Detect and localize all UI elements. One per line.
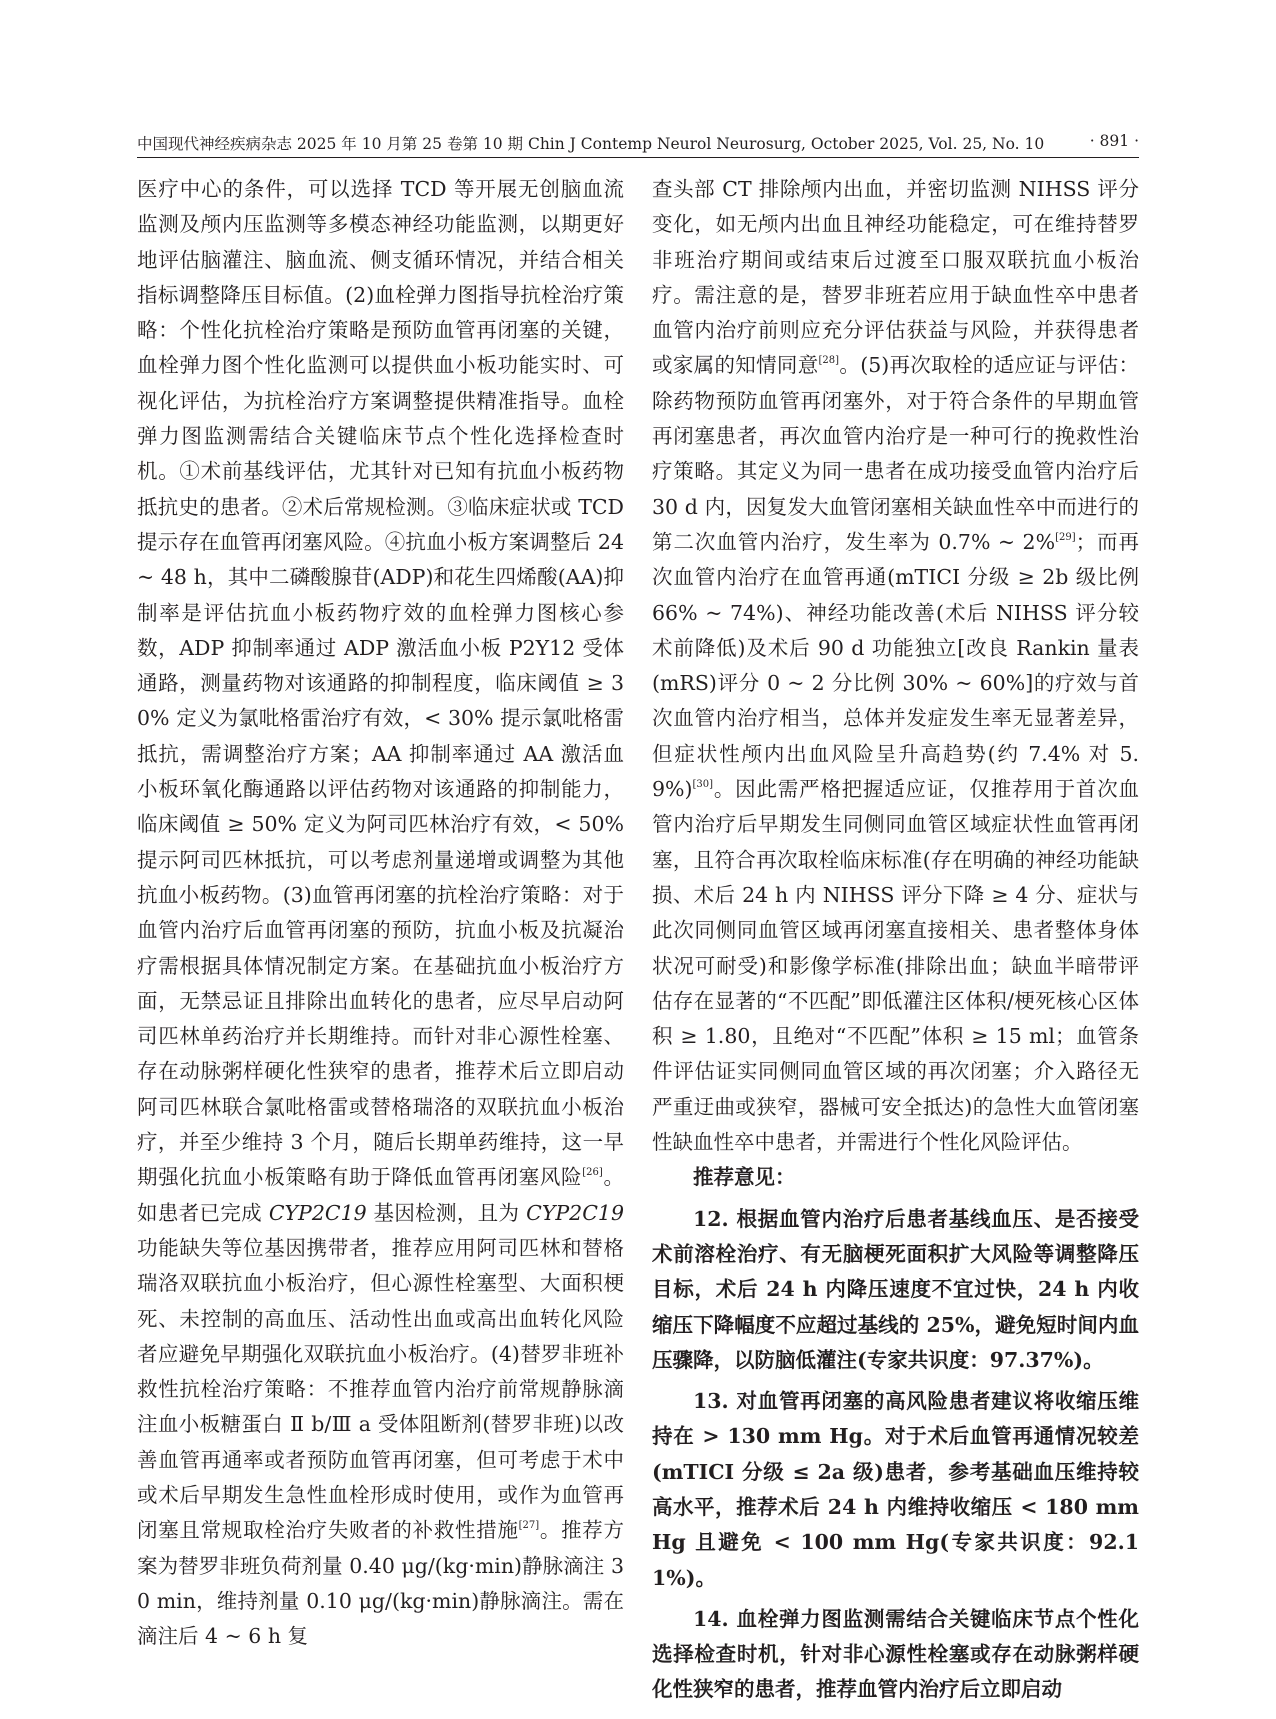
paragraph-text: 。(5)再次取栓的适应证与评估：除药物预防血管再闭塞外，对于符合条件的早期血管再闭塞患者，再次血管内治疗是一种可行的挽救性治疗策略。其定义为同一患者在成功接受血管内治疗后 30 d 内，因复发大血管闭塞相关缺血性卒中而进行的第二次血管内治疗，发生率为 0.7% ~ 2%: [652, 353, 1140, 554]
gene-name: CYP2C19: [526, 1200, 624, 1225]
page-number: · 891 ·: [1089, 132, 1139, 150]
reference-27: [27]: [518, 1520, 540, 1532]
body-paragraph: [652, 172, 1139, 1160]
right-column: [652, 172, 1139, 1708]
reference-28: [28]: [818, 355, 840, 367]
recommendation-heading: 推荐意见：: [693, 1165, 796, 1190]
paragraph-text: 医疗中心的条件，可以选择 TCD 等开展无创脑血流监测及颅内压监测等多模态神经功能监测，以期更好地评估脑灌注、脑血流、侧支循环情况，并结合相关指标调整降压目标值。(2)血栓弹力图指导抗栓治疗策略：个性化抗栓治疗策略是预防血管再闭塞的关键，血栓弹力图个性化监测可以提供血小板功能实时、可视化评估，为抗栓治疗方案调整提供精准指导。血栓弹力图监测需结合关键临床节点个性化选择检查时机。①术前基线评估，尤其针对已知有抗血小板药物抵抗史的患者。②术后常规检测。③临床症状或 TCD 提示存在血管再闭塞风险。④抗血小板方案调整后 24 ~ 48 h，其中二磷酸腺苷(ADP)和花生四烯酸(AA)抑制率是评估抗血小板药物疗效的血栓弹力图核心参数，ADP 抑制率通过 ADP 激活血小板 P2Y12 受体通路，测量药物对该通路的抑制程度，临床阈值 ≥ 30% 定义为氯吡格雷治疗有效，< 30% 提示氯吡格雷抵抗，需调整治疗方案；AA 抑制率通过 AA 激活血小板环氧化酶通路以评估药物对该通路的抑制能力，临床阈值 ≥ 50% 定义为阿司匹林治疗有效，< 50% 提示阿司匹林抵抗，可以考虑剂量递增或调整为其他抗血小板药物。(3)血管再闭塞的抗栓治疗策略：对于血管内治疗后血管再闭塞的预防，抗血小板及抗凝治疗需根据具体情况制定方案。在基础抗血小板治疗方面，无禁忌证且排除出血转化的患者，应尽早启动阿司匹林单药治疗并长期维持。而针对非心源性栓塞、存在动脉粥样硬化性狭窄的患者，推荐术后立即启动阿司匹林联合氯吡格雷或替格瑞洛的双联抗血小板治疗，并至少维持 3 个月，随后长期单药维持，这一早期强化抗血小板策略有助于降低血管再闭塞风险: [137, 177, 624, 1190]
paragraph-text: 查头部 CT 排除颅内出血，并密切监测 NIHSS 评分变化，如无颅内出血且神经功能稳定，可在维持替罗非班治疗期间或结束后过渡至口服双联抗血小板治疗。需注意的是，替罗非班若应用于缺血性卒中患者血管内治疗前则应充分评估获益与风险，并获得患者或家属的知情同意: [652, 177, 1139, 378]
reference-26: [26]: [582, 1167, 603, 1179]
paragraph-text: 。推荐方案为替罗非班负荷剂量 0.40 μg/(kg·min)静脉滴注 30 min，维持剂量 0.10 μg/(kg·min)静脉滴注。需在滴注后 4 ~ 6 h 复: [137, 1518, 624, 1649]
reference-30: [30]: [692, 779, 714, 791]
recommendation-12: 12. 根据血管内治疗后患者基线血压、是否接受术前溶栓治疗、有无脑梗死面积扩大风险等调整降压目标，术后 24 h 内降压速度不宜过快，24 h 内收缩压下降幅度不应超过基线的 25%，避免短时间内血压骤降，以防脑低灌注(专家共识度：97.37%)。: [652, 1206, 1139, 1372]
running-header: [137, 129, 1139, 155]
left-column: [137, 172, 624, 1654]
body-paragraph: [137, 172, 624, 1654]
reference-29: [29]: [1055, 531, 1076, 543]
recommendation-13: 13. 对血管再闭塞的高风险患者建议将收缩压维持在 > 130 mm Hg。对于术后血管再通情况较差(mTICI 分级 ≤ 2a 级)患者，参考基础血压维持较高水平，推荐术后 24 h 内维持收缩压 < 180 mm Hg 且避免 < 100 mm Hg(专家共识度：92.11%)。: [652, 1389, 1139, 1590]
header-rule: [137, 157, 1139, 158]
paragraph-text: 基因检测，且为: [366, 1200, 527, 1225]
paragraph-text: 。因此需严格把握适应证，仅推荐用于首次血管内治疗后早期发生同侧同血管区域症状性血管再闭塞，且符合再次取栓临床标准(存在明确的神经功能缺损、术后 24 h 内 NIHSS 评分下降 ≥ 4 分、症状与此次同侧同血管区域再闭塞直接相关、患者整体身体状况可耐受)和影像学标准(排除出血；缺血半暗带评估存在显著的“不匹配”即低灌注区体积/梗死核心区体积 ≥ 1.80，且绝对“不匹配”体积 ≥ 15 ml；血管条件评估证实同侧同血管区域的再次闭塞；介入路径无严重迂曲或狭窄，器械可安全抵达)的急性大血管闭塞性缺血性卒中患者，并需进行个性化风险评估。: [652, 777, 1139, 1155]
paragraph-text: 。如患者已完成: [137, 1165, 624, 1225]
gene-name: CYP2C19: [268, 1200, 367, 1225]
recommendation-14: 14. 血栓弹力图监测需结合关键临床节点个性化选择检查时机，针对非心源性栓塞或存在动脉粥样硬化性狭窄的患者，推荐血管内治疗后立即启动: [652, 1606, 1139, 1702]
journal-citation: 中国现代神经疾病杂志 2025 年 10 月第 25 卷第 10 期 Chin J Contemp Neurol Neurosurg, October 2025, Vol. 25, No. 10: [137, 135, 1045, 153]
paragraph-text: ；而再次血管内治疗在血管再通(mTICI 分级 ≥ 2b 级比例 66% ~ 74%)、神经功能改善(术后 NIHSS 评分较术前降低)及术后 90 d 功能独立[改良 Rankin 量表(mRS)评分 0 ~ 2 分比例 30% ~ 60%]的疗效与首次血管内治疗相当，总体并发症发生率无显著差异，但症状性颅内出血风险呈升高趋势(约 7.4% 对 5.9%): [652, 529, 1140, 802]
paragraph-text: 功能缺失等位基因携带者，推荐应用阿司匹林和替格瑞洛双联抗血小板治疗，但心源性栓塞型、大面积梗死、未控制的高血压、活动性出血或高出血转化风险者应避免早期强化双联抗血小板治疗。(4)替罗非班补救性抗栓治疗策略：不推荐血管内治疗前常规静脉滴注血小板糖蛋白 Ⅱ b/Ⅲ a 受体阻断剂(替罗非班)以改善血管再通率或者预防血管再闭塞，但可考虑于术中或术后早期发生急性血栓形成时使用，或作为血管再闭塞且常规取栓治疗失败者的补救性措施: [137, 1235, 624, 1543]
